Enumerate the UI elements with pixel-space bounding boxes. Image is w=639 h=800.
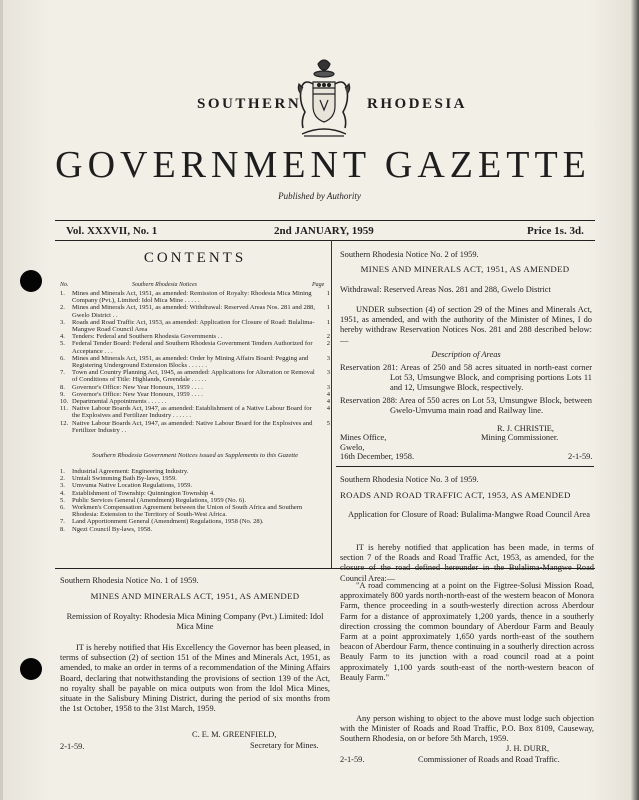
contents-item [60, 333, 330, 340]
column-divider [331, 240, 332, 568]
contents-item-text: Departmental Appointments . . . . . . [72, 398, 167, 406]
supplement-no: 3. [60, 482, 65, 490]
contents-item-page: 3 [326, 369, 330, 377]
contents-item [60, 398, 330, 405]
contents-item-page: 4 [326, 398, 330, 406]
supplement-item [60, 482, 330, 489]
supplement-item [60, 475, 330, 482]
contents-item-no: 4. [60, 333, 65, 341]
contents-item-page: 4 [326, 390, 330, 398]
supplements-list [60, 468, 330, 533]
notice2-place: Gwelo, [340, 443, 365, 452]
supplement-no: 1. [60, 468, 65, 475]
contents-list [60, 290, 330, 434]
contents-item-no: 2. [60, 304, 65, 312]
notice1-number: Southern Rhodesia Notice No. 1 of 1959. [60, 576, 199, 585]
contents-item-no: 12. [60, 419, 69, 427]
supplement-item [60, 497, 330, 504]
contents-item [60, 304, 330, 318]
notice1-title: MINES AND MINERALS ACT, 1951, AS AMENDED [90, 591, 300, 601]
notice2-title: MINES AND MINERALS ACT, 1951, AS AMENDED [360, 264, 570, 274]
contents-item-no: 3. [60, 318, 65, 326]
supplement-text: Umtali Swimming Bath By-laws, 1959. [72, 475, 177, 483]
page-right-edge [631, 0, 639, 800]
contents-item-text: Mines and Minerals Act, 1951, as amended: Withdrawal: Reserved Areas Nos. 281 and 288, Gwelo District . . [72, 304, 315, 319]
page-left-edge [0, 0, 3, 800]
notice3-subtitle: Application for Closure of Road: Bulalima-Mangwe Road Council Area [348, 510, 590, 519]
masthead-title: GOVERNMENT GAZETTE [55, 144, 591, 186]
contents-item-no: 7. [60, 369, 65, 377]
supplement-no: 5. [60, 496, 65, 504]
contents-item [60, 391, 330, 398]
contents-item-no: 5. [60, 340, 65, 348]
supplements-heading: Southern Rhodesia Government Notices issued as Supplements to this Gazette [91, 452, 299, 459]
contents-item-no: 1. [60, 290, 65, 297]
contents-item-text: Native Labour Boards Act, 1947, as amended: Native Labour Board for the Explosives and Fertilizer Industry . . [72, 419, 313, 434]
supplement-item [60, 490, 330, 497]
notice2-office: Mines Office, [340, 433, 387, 442]
issue-rule-top [55, 220, 595, 221]
contents-item [60, 369, 330, 383]
notice2-area-288: Reservation 288: Area of 550 acres on Lot 53, Umsungwe Block, between Gwelo-Umvuma main road and Railway line. [340, 396, 592, 416]
supplement-no: 7. [60, 518, 65, 526]
supplement-text: Land Apportionment General (Amendment) Regulations, 1958 (No. 28). [72, 518, 264, 526]
contents-col-page: Page [312, 282, 325, 288]
masthead-southern: SOUTHERN [197, 96, 302, 112]
supplement-item [60, 468, 330, 475]
contents-item [60, 405, 330, 419]
issue-volume: Vol. XXXVII, No. 1 [66, 225, 158, 237]
supplement-no: 4. [60, 489, 65, 497]
notice2-signatory-title: Mining Commissioner. [481, 433, 559, 442]
notice1-subtitle: Remission of Royalty: Rhodesia Mica Mining Company (Pvt.) Limited: Idol Mica Mine [66, 612, 324, 632]
contents-item [60, 290, 330, 304]
notice2-date: 2-1-59. [568, 452, 593, 461]
issue-rule-bottom [55, 240, 595, 241]
contents-item-page: 3 [326, 383, 330, 391]
contents-item [60, 420, 330, 434]
masthead-rhodesia: RHODESIA [367, 96, 468, 112]
contents-item-no: 6. [60, 354, 65, 362]
contents-item-page: 5 [326, 419, 330, 427]
notice3-signatory-title: Commissioner of Roads and Road Traffic. [418, 755, 560, 764]
notice1-signatory: C. E. M. GREENFIELD, [192, 730, 277, 739]
notice3-number: Southern Rhodesia Notice No. 3 of 1959. [340, 475, 479, 484]
contents-item-no: 9. [60, 390, 65, 398]
punch-hole-bottom [20, 658, 42, 680]
contents-item-text: Mines and Minerals Act, 1951, as amended: Order by Mining Affairs Board: Pegging and Registering Underground Extension Blocks . . . . . . [72, 354, 309, 370]
supplement-no: 6. [60, 504, 65, 512]
coat-of-arms-icon [294, 54, 354, 142]
supplement-text: Workmen's Compensation Agreement between the Union of South Africa and Southern Rhodesia: Extension to the Territory of South-West Africa. [72, 504, 303, 519]
contents-item-no: 8. [60, 383, 65, 391]
supplement-no: 8. [60, 525, 65, 533]
contents-item-page: 2 [326, 333, 330, 341]
notice3-signatory: J. H. DURR, [506, 744, 550, 753]
supplement-text: Ngezi Council By-laws, 1958. [72, 525, 153, 533]
supplement-text: Public Services General (Amendment) Regulations, 1959 (No. 6). [72, 496, 246, 504]
contents-item-no: 11. [60, 405, 68, 413]
contents-item-page: 4 [326, 405, 330, 413]
contents-item-text: Mines and Minerals Act, 1951, as amended: Remission of Royalty: Rhodesia Mica Mining Company (Pvt.), Limited: Idol Mica Mine . . . . . [72, 290, 312, 305]
contents-item-text: Tenders: Federal and Southern Rhodesia Governments . . [72, 333, 223, 341]
notice2-subtitle: Withdrawal: Reserved Areas Nos. 281 and 288, Gwelo District [340, 285, 551, 294]
contents-item-text: Federal Tender Board: Federal and Southern Rhodesia Government Tenders Authorized for Acceptance . . . [72, 340, 313, 355]
contents-item-page: 3 [326, 354, 330, 362]
notice3-date: 2-1-59. [340, 755, 365, 764]
notice3-title: ROADS AND ROAD TRAFFIC ACT, 1953, AS AMENDED [340, 490, 571, 500]
notice3-body: IT is hereby notified that application has been made, in terms of section 7 of the Roads and Road Traffic Act, 1953, as amended, for the closure of the road defined hereunder in the Bulalima-Mangwe Road Council Area:— [340, 543, 594, 583]
notice1-signatory-title: Secretary for Mines. [250, 741, 319, 750]
notice2-sign-date: 16th December, 1958. [340, 452, 415, 461]
contents-item-page: 1 [326, 304, 330, 312]
notice2-signatory: R. J. CHRISTIE, [497, 424, 555, 433]
contents-item [60, 384, 330, 391]
notice2-body: UNDER subsection (4) of section 29 of the Mines and Minerals Act, 1951, as amended, and with the authority of the Minister of Mines, I do hereby withdraw Reservation Notices Nos. 281 and 288 described below:— [340, 305, 592, 345]
notice2-areas-heading: Description of Areas [431, 350, 501, 359]
punch-hole-top [20, 270, 42, 292]
supplement-text: Establishment of Township: Quinnington Township 4. [72, 489, 215, 497]
supplement-text: Industrial Agreement: Engineering Industry. [72, 468, 189, 475]
supplement-text: Umvuma Native Location Regulations, 1959. [72, 482, 193, 490]
contents-item-page: 1 [326, 290, 330, 297]
contents-item-page: 2 [326, 340, 330, 348]
contents-item [60, 355, 330, 369]
notice2-number: Southern Rhodesia Notice No. 2 of 1959. [340, 250, 479, 259]
contents-col-no: No. [60, 282, 69, 288]
contents-item [60, 319, 330, 333]
contents-item-no: 10. [60, 398, 69, 406]
notice1-date: 2-1-59. [60, 742, 85, 751]
notice2-area-281: Reservation 281: Areas of 250 and 58 acres situated in north-east corner Lot 53, Umsungwe Block, and comprising portions Lots 11 and 12, Umsungwe Block, respectively. [340, 363, 592, 393]
notice3-quote: "A road commencing at a point on the Figtree-Solusi Mission Road, approximately 800 yards north-north-east of the western beacon of Monora Farm, thence proceeding in a south-westerly direction across Aberdour Farm for a distance of approximately 1,200 yards, thence in a southerly direction crossing the common boundary of Aberdour Farm and Beauly Farm at a point approximately 1,650 yards north-east of the southern beacon of Aberdour Farm, thence continuing in a southerly direction across Beauly Farm to its junction with a road council road at a point approximately 1,100 yards south-east of the north-western beacon of Beauly Farm." [340, 581, 594, 682]
supplement-no: 2. [60, 475, 65, 483]
contents-item [60, 340, 330, 354]
published-by: Published by Authority [278, 191, 361, 201]
supplement-item [60, 504, 330, 518]
contents-item-text: Native Labour Boards Act, 1947, as amended: Establishment of a Native Labour Board for the Explosives and Fertilizer Industry . . . . . . [72, 405, 312, 420]
issue-date: 2nd JANUARY, 1959 [274, 225, 374, 237]
contents-item-text: Governor's Office: New Year Honours, 1959 . . . . [72, 383, 203, 391]
notice1-body: IT is hereby notified that His Excellency the Governor has been pleased, in terms of subsection (2) of section 151 of the Mines and Minerals Act, 1951, as amended, to make an order in terms of a recommendation of the Mining Affairs Board, declaring that notwithstanding the provisions of section 139 of the Act, no royalty shall be payable on mica outputs won from the Idol Mica Mines, situate in the Salisbury Mining District, during the period of six months from the 1st October, 1958 to the 31st March, 1959. [60, 643, 330, 714]
contents-col-section: Southern Rhodesia Notices [132, 282, 197, 288]
contents-item-text: Governor's Office: New Year Honours, 1959 . . . . [72, 390, 203, 398]
supplement-item [60, 518, 330, 525]
notice2-rule [336, 466, 594, 467]
contents-item-page: 1 [326, 318, 330, 326]
supplement-item [60, 526, 330, 533]
contents-title: CONTENTS [143, 250, 247, 266]
notice3-objection: Any person wishing to object to the above must lodge such objection with the Minister of Roads and Road Traffic, P.O. Box 8109, Causeway, Southern Rhodesia, on or before 5th March, 1959. [340, 714, 594, 744]
issue-price: Price 1s. 3d. [527, 225, 584, 237]
contents-item-text: Town and Country Planning Act, 1945, as amended: Applications for Alteration or Removal of Conditions of Title: Highlands, Greendale . . . . . [72, 369, 315, 384]
contents-item-text: Roads and Road Traffic Act, 1953, as amended: Application for Closure of Road: Bulalima-Mangwe Road Council Area [72, 318, 315, 334]
